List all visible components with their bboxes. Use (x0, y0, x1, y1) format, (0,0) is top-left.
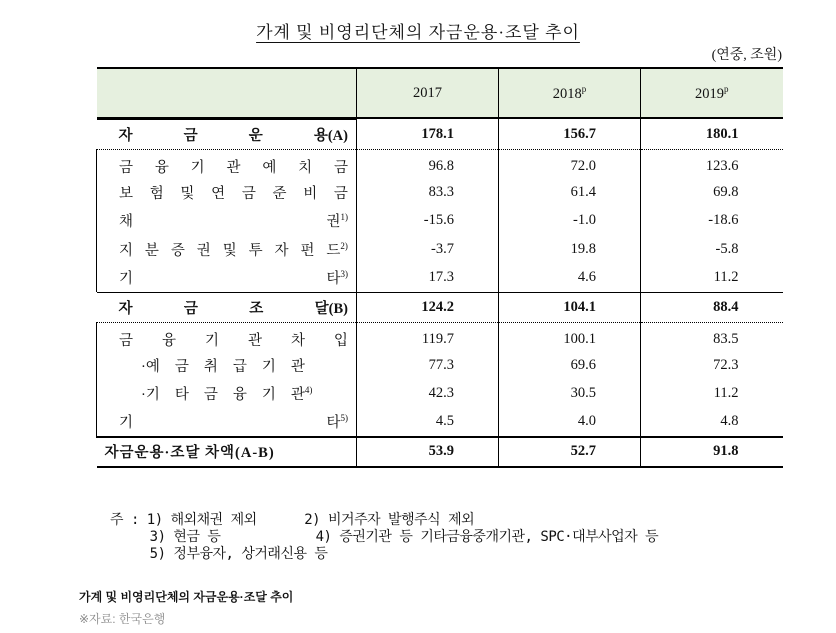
table-cell-value: 4.6 (499, 264, 641, 293)
table-cell-value: -18.6 (641, 207, 783, 236)
net-total-value: 52.7 (499, 437, 641, 467)
footnote-line: 주 : 1) 해외채권 제외 2) 비거주자 발행주식 제외 (110, 512, 475, 528)
table-cell-value: 72.0 (499, 150, 641, 179)
uses-total-value: 156.7 (499, 118, 641, 150)
uses-total-value: 180.1 (641, 118, 783, 150)
source-note: ※자료: 한국은행 (79, 612, 166, 626)
table-row (97, 150, 783, 179)
header-blank (97, 68, 357, 118)
table-row (97, 264, 783, 293)
table-cell-value: 123.6 (641, 150, 783, 179)
uses-total-value: 178.1 (357, 118, 499, 150)
table-cell-value: 72.3 (641, 351, 783, 380)
table-row (97, 178, 783, 207)
table-cell-value: 83.5 (641, 323, 783, 352)
image-caption: 가계 및 비영리단체의 자금운용·조달 추이 (79, 590, 294, 604)
table-cell-value: -5.8 (641, 235, 783, 264)
table-cell-value: 83.3 (357, 178, 499, 207)
table-row (97, 235, 783, 264)
flow-of-funds-table (96, 67, 782, 468)
table-cell-value: 77.3 (357, 351, 499, 380)
header-2017: 2017 (357, 68, 499, 118)
table-title: 가계 및 비영리단체의 자금운용·조달 추이 (256, 23, 580, 42)
table-row (97, 351, 783, 380)
table-row (97, 408, 783, 437)
table-cell-value: 30.5 (499, 380, 641, 409)
table-cell-value: -1.0 (499, 207, 641, 236)
uses-section-label: 자 금 운 용(A) (97, 119, 357, 149)
footnote-line: 5) 정부융자, 상거래신용 등 (110, 546, 328, 562)
footnote-line: 3) 현금 등 4) 증권기관 등 기타금융중개기관, SPC·대부사업자 등 (110, 529, 659, 545)
table-cell-value: -3.7 (357, 235, 499, 264)
uses-item-label: 채 권$^{1)}$ (97, 207, 357, 236)
sources-total-value: 124.2 (357, 292, 499, 323)
net-total-label: 자금운용·조달 차액(A-B) (97, 437, 357, 467)
table-row (97, 323, 783, 352)
table-cell-value: 11.2 (641, 264, 783, 293)
uses-item-label: 기 타$^{3)}$ (97, 264, 357, 293)
header-row (97, 68, 783, 118)
table-cell-value: 119.7 (357, 323, 499, 352)
header-2019: 2019$^p$ (641, 68, 783, 118)
table-row (97, 207, 783, 236)
net-total-value: 53.9 (357, 437, 499, 467)
net-total-value: 91.8 (641, 437, 783, 467)
sources-item-label: ·예 금 취 급 기 관 (97, 351, 357, 380)
table-row (97, 380, 783, 409)
table-cell-value: -15.6 (357, 207, 499, 236)
footnotes (110, 512, 658, 563)
table-cell-value: 100.1 (499, 323, 641, 352)
table-cell-value: 4.5 (357, 408, 499, 437)
sources-section-row (97, 292, 783, 323)
uses-item-label: 보 험 및 연 금 준 비 금 (97, 178, 357, 207)
uses-item-label: 금 융 기 관 예 치 금 (97, 150, 357, 179)
sources-item-label: ·기 타 금 융 기 관$^{4)}$ (97, 380, 357, 409)
table-cell-value: 42.3 (357, 380, 499, 409)
table-cell-value: 96.8 (357, 150, 499, 179)
table-cell-value: 69.6 (499, 351, 641, 380)
header-2018: 2018$^p$ (499, 68, 641, 118)
table-cell-value: 4.0 (499, 408, 641, 437)
sources-item-label: 금 융 기 관 차 입 (97, 323, 357, 352)
unit-label: (연중, 조원) (711, 48, 782, 63)
net-total-row (97, 437, 783, 467)
table-cell-value: 69.8 (641, 178, 783, 207)
sources-section-label: 자 금 조 달(B) (97, 292, 357, 322)
sources-total-value: 104.1 (499, 292, 641, 323)
uses-item-label: 지 분 증 권 및 투 자 펀 드$^{2)}$ (97, 235, 357, 264)
sources-item-label: 기 타$^{5)}$ (97, 408, 357, 437)
table-cell-value: 61.4 (499, 178, 641, 207)
uses-section-row (97, 118, 783, 150)
table-cell-value: 4.8 (641, 408, 783, 437)
table-cell-value: 19.8 (499, 235, 641, 264)
sources-total-value: 88.4 (641, 292, 783, 323)
table-cell-value: 17.3 (357, 264, 499, 293)
table-cell-value: 11.2 (641, 380, 783, 409)
